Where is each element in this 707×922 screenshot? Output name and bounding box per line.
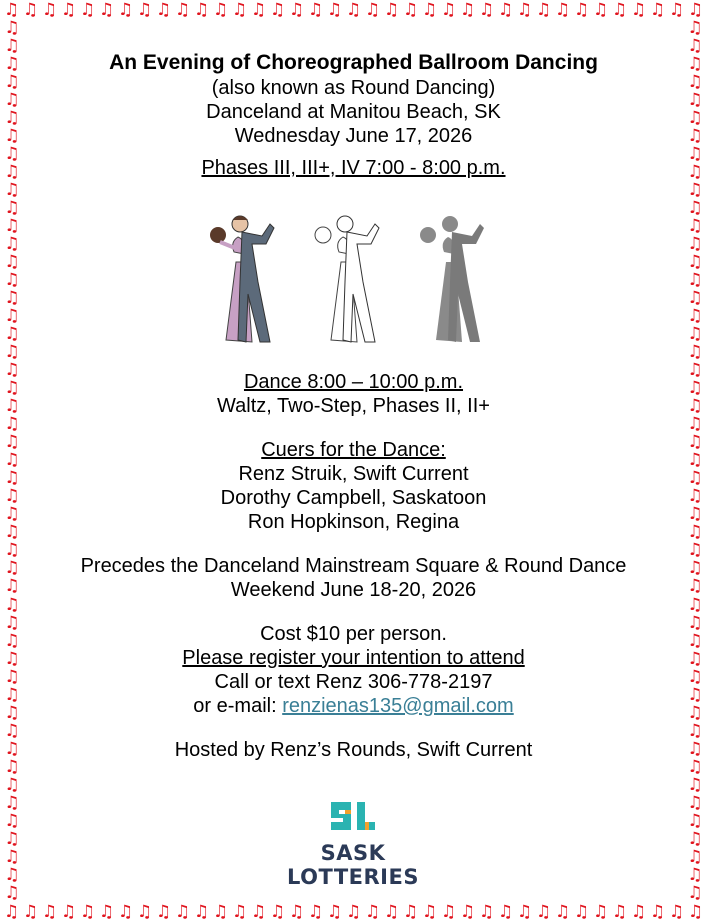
- border-right: [685, 20, 705, 902]
- music-note-icon: ♫: [459, 0, 476, 20]
- music-note-icon: ♫: [79, 902, 96, 922]
- music-note-icon: ♫: [4, 468, 20, 489]
- sask-lotteries-logo: [258, 800, 448, 889]
- music-note-icon: ♫: [3, 0, 20, 20]
- music-note-icon: ♫: [4, 486, 20, 507]
- music-note-icon: ♫: [250, 0, 267, 20]
- music-note-icon: ♫: [4, 522, 20, 543]
- music-note-icon: ♫: [402, 902, 419, 922]
- music-note-icon: ♫: [687, 252, 703, 273]
- precedes-line-2: Weekend June 18-20, 2026: [230, 579, 477, 601]
- music-note-icon: ♫: [687, 630, 703, 651]
- music-note-icon: ♫: [649, 0, 666, 20]
- music-note-icon: ♫: [136, 902, 153, 922]
- music-note-icon: ♫: [668, 902, 685, 922]
- music-note-icon: ♫: [402, 0, 419, 20]
- music-note-icon: ♫: [687, 882, 703, 902]
- email-prefix: or e-mail:: [193, 695, 283, 717]
- music-note-icon: ♫: [687, 612, 703, 633]
- music-note-icon: ♫: [4, 144, 20, 165]
- music-note-icon: ♫: [4, 630, 20, 651]
- music-note-icon: ♫: [687, 360, 703, 381]
- music-note-icon: ♫: [22, 902, 39, 922]
- music-note-icon: ♫: [4, 162, 20, 183]
- music-note-icon: ♫: [687, 432, 703, 453]
- music-note-icon: ♫: [687, 216, 703, 237]
- music-note-icon: ♫: [4, 882, 20, 902]
- music-note-icon: ♫: [535, 902, 552, 922]
- music-note-icon: ♫: [687, 198, 703, 219]
- music-note-icon: ♫: [4, 684, 20, 705]
- music-note-icon: ♫: [98, 902, 115, 922]
- music-note-icon: ♫: [687, 72, 703, 93]
- music-note-icon: ♫: [174, 902, 191, 922]
- music-note-icon: ♫: [383, 0, 400, 20]
- music-note-icon: ♫: [4, 180, 20, 201]
- music-note-icon: ♫: [4, 540, 20, 561]
- music-note-icon: ♫: [4, 342, 20, 363]
- music-note-icon: ♫: [4, 360, 20, 381]
- music-note-icon: ♫: [687, 36, 703, 57]
- music-note-icon: ♫: [4, 594, 20, 615]
- music-note-icon: ♫: [687, 288, 703, 309]
- music-note-icon: ♫: [4, 504, 20, 525]
- music-note-icon: ♫: [4, 612, 20, 633]
- music-note-icon: ♫: [193, 902, 210, 922]
- dancing-couple-outline-icon: [315, 216, 379, 342]
- music-note-icon: ♫: [4, 288, 20, 309]
- music-note-icon: ♫: [212, 0, 229, 20]
- dance-types: Waltz, Two-Step, Phases II, II+: [217, 395, 490, 417]
- music-note-icon: ♫: [478, 0, 495, 20]
- music-note-icon: ♫: [611, 902, 628, 922]
- music-note-icon: ♫: [687, 414, 703, 435]
- dancing-couple-colored-icon: [210, 216, 274, 342]
- music-note-icon: ♫: [4, 558, 20, 579]
- music-note-icon: ♫: [4, 270, 20, 291]
- music-note-icon: ♫: [4, 648, 20, 669]
- music-note-icon: ♫: [687, 540, 703, 561]
- music-note-icon: ♫: [573, 0, 590, 20]
- music-note-icon: ♫: [687, 648, 703, 669]
- music-note-icon: ♫: [250, 902, 267, 922]
- music-note-icon: ♫: [4, 396, 20, 417]
- music-note-icon: ♫: [687, 450, 703, 471]
- music-note-icon: ♫: [687, 702, 703, 723]
- music-note-icon: ♫: [4, 864, 20, 885]
- music-note-icon: ♫: [687, 234, 703, 255]
- music-note-icon: ♫: [687, 576, 703, 597]
- music-note-icon: ♫: [687, 594, 703, 615]
- music-note-icon: ♫: [4, 810, 20, 831]
- music-note-icon: ♫: [136, 0, 153, 20]
- music-note-icon: ♫: [687, 828, 703, 849]
- music-note-icon: ♫: [117, 0, 134, 20]
- music-note-icon: ♫: [4, 828, 20, 849]
- music-note-icon: ♫: [4, 378, 20, 399]
- music-note-icon: ♫: [687, 720, 703, 741]
- music-note-icon: ♫: [687, 396, 703, 417]
- music-note-icon: ♫: [630, 0, 647, 20]
- music-note-icon: ♫: [98, 0, 115, 20]
- music-note-icon: ♫: [4, 36, 20, 57]
- music-note-icon: ♫: [231, 0, 248, 20]
- subtitle: (also known as Round Dancing): [211, 77, 496, 99]
- music-note-icon: ♫: [4, 450, 20, 471]
- music-note-icon: ♫: [4, 666, 20, 687]
- music-note-icon: ♫: [687, 558, 703, 579]
- music-note-icon: ♫: [687, 20, 703, 38]
- music-note-icon: ♫: [497, 902, 514, 922]
- music-note-icon: ♫: [687, 522, 703, 543]
- cuer-item: Renz Struik, Swift Current: [238, 463, 469, 485]
- music-note-icon: ♫: [4, 738, 20, 759]
- music-note-icon: ♫: [41, 902, 58, 922]
- music-note-icon: ♫: [155, 0, 172, 20]
- music-note-icon: ♫: [3, 902, 20, 922]
- music-note-icon: ♫: [193, 0, 210, 20]
- music-note-icon: ♫: [687, 810, 703, 831]
- music-note-icon: ♫: [326, 0, 343, 20]
- music-note-icon: ♫: [687, 180, 703, 201]
- music-note-icon: ♫: [4, 72, 20, 93]
- music-note-icon: ♫: [79, 0, 96, 20]
- music-note-icon: ♫: [4, 90, 20, 111]
- music-note-icon: ♫: [592, 0, 609, 20]
- music-note-icon: ♫: [516, 0, 533, 20]
- sask-lotteries-mark-icon: [323, 800, 383, 834]
- music-note-icon: ♫: [383, 902, 400, 922]
- music-note-icon: ♫: [611, 0, 628, 20]
- music-note-icon: ♫: [4, 414, 20, 435]
- music-note-icon: ♫: [4, 756, 20, 777]
- music-note-icon: ♫: [364, 902, 381, 922]
- music-note-icon: ♫: [687, 902, 704, 922]
- music-note-icon: ♫: [4, 252, 20, 273]
- music-note-icon: ♫: [687, 324, 703, 345]
- music-note-icon: ♫: [4, 576, 20, 597]
- precedes-line-1: Precedes the Danceland Mainstream Square & Round Dance: [80, 555, 627, 577]
- sask-lotteries-text: SASK LOTTERIES: [287, 841, 419, 889]
- music-note-icon: ♫: [212, 902, 229, 922]
- hosted-by: Hosted by Renz’s Rounds, Swift Current: [174, 739, 533, 761]
- music-note-icon: ♫: [345, 0, 362, 20]
- music-note-icon: ♫: [269, 902, 286, 922]
- music-note-icon: ♫: [117, 902, 134, 922]
- email-line: [30, 694, 677, 718]
- music-note-icon: ♫: [288, 902, 305, 922]
- page-title: An Evening of Choreographed Ballroom Dancing: [109, 51, 598, 74]
- music-note-icon: ♫: [326, 902, 343, 922]
- music-note-icon: ♫: [440, 902, 457, 922]
- music-note-icon: ♫: [592, 902, 609, 922]
- music-note-icon: ♫: [687, 666, 703, 687]
- cuers-heading: Cuers for the Dance:: [261, 439, 446, 461]
- music-note-icon: ♫: [687, 108, 703, 129]
- music-note-icon: ♫: [687, 0, 704, 20]
- music-note-icon: ♫: [421, 0, 438, 20]
- music-note-icon: ♫: [4, 20, 20, 38]
- music-note-icon: ♫: [4, 198, 20, 219]
- music-note-icon: ♫: [4, 720, 20, 741]
- music-note-icon: ♫: [573, 902, 590, 922]
- music-note-icon: ♫: [4, 846, 20, 867]
- border-top: [0, 0, 707, 20]
- music-note-icon: ♫: [687, 864, 703, 885]
- dancing-couple-silhouette-icon: [420, 216, 484, 342]
- music-note-icon: ♫: [687, 306, 703, 327]
- music-note-icon: ♫: [22, 0, 39, 20]
- music-note-icon: ♫: [4, 216, 20, 237]
- phases-line: Phases III, III+, IV 7:00 - 8:00 p.m.: [201, 157, 506, 179]
- music-note-icon: ♫: [687, 792, 703, 813]
- music-note-icon: ♫: [4, 108, 20, 129]
- music-note-icon: ♫: [4, 126, 20, 147]
- music-note-icon: ♫: [440, 0, 457, 20]
- music-note-icon: ♫: [345, 902, 362, 922]
- venue: Danceland at Manitou Beach, SK: [206, 101, 501, 123]
- cuer-item: Ron Hopkinson, Regina: [247, 511, 460, 533]
- music-note-icon: ♫: [687, 684, 703, 705]
- music-note-icon: ♫: [307, 902, 324, 922]
- music-note-icon: ♫: [687, 270, 703, 291]
- music-note-icon: ♫: [687, 90, 703, 111]
- music-note-icon: ♫: [4, 234, 20, 255]
- music-note-icon: ♫: [4, 702, 20, 723]
- music-note-icon: ♫: [687, 342, 703, 363]
- music-note-icon: ♫: [649, 902, 666, 922]
- music-note-icon: ♫: [60, 0, 77, 20]
- music-note-icon: ♫: [687, 846, 703, 867]
- music-note-icon: ♫: [687, 126, 703, 147]
- music-note-icon: ♫: [668, 0, 685, 20]
- music-note-icon: ♫: [687, 378, 703, 399]
- dance-time: Dance 8:00 – 10:00 p.m.: [243, 371, 464, 393]
- dancing-couples-illustration: [200, 212, 505, 347]
- event-date: Wednesday June 17, 2026: [234, 125, 473, 147]
- music-note-icon: ♫: [687, 504, 703, 525]
- music-note-icon: ♫: [288, 0, 305, 20]
- border-bottom: [0, 902, 707, 922]
- music-note-icon: ♫: [687, 54, 703, 75]
- music-note-icon: ♫: [307, 0, 324, 20]
- border-left: [2, 20, 22, 902]
- music-note-icon: ♫: [41, 0, 58, 20]
- music-note-icon: ♫: [459, 902, 476, 922]
- music-note-icon: ♫: [231, 902, 248, 922]
- music-note-icon: ♫: [687, 144, 703, 165]
- music-note-icon: ♫: [4, 54, 20, 75]
- music-note-icon: ♫: [269, 0, 286, 20]
- music-note-icon: ♫: [421, 902, 438, 922]
- music-note-icon: ♫: [687, 486, 703, 507]
- music-note-icon: ♫: [4, 432, 20, 453]
- music-note-icon: ♫: [478, 902, 495, 922]
- music-note-icon: ♫: [364, 0, 381, 20]
- call-line: Call or text Renz 306-778-2197: [214, 671, 493, 693]
- music-note-icon: ♫: [155, 902, 172, 922]
- music-note-icon: ♫: [687, 468, 703, 489]
- music-note-icon: ♫: [535, 0, 552, 20]
- music-note-icon: ♫: [4, 774, 20, 795]
- cost: Cost $10 per person.: [260, 623, 447, 645]
- music-note-icon: ♫: [687, 162, 703, 183]
- flyer-content-lower: [30, 370, 677, 762]
- music-note-icon: ♫: [687, 774, 703, 795]
- music-note-icon: ♫: [516, 902, 533, 922]
- music-note-icon: ♫: [174, 0, 191, 20]
- music-note-icon: ♫: [554, 902, 571, 922]
- cuer-item: Dorothy Campbell, Saskatoon: [220, 487, 487, 509]
- flyer-content: [30, 50, 677, 180]
- music-note-icon: ♫: [497, 0, 514, 20]
- music-note-icon: ♫: [4, 306, 20, 327]
- register-note: Please register your intention to attend: [182, 647, 525, 669]
- email-link[interactable]: renzienas135@gmail.com: [282, 695, 514, 717]
- music-note-icon: ♫: [60, 902, 77, 922]
- music-note-icon: ♫: [4, 792, 20, 813]
- music-note-icon: ♫: [687, 756, 703, 777]
- music-note-icon: ♫: [4, 324, 20, 345]
- music-note-icon: ♫: [687, 738, 703, 759]
- music-note-icon: ♫: [554, 0, 571, 20]
- music-note-icon: ♫: [630, 902, 647, 922]
